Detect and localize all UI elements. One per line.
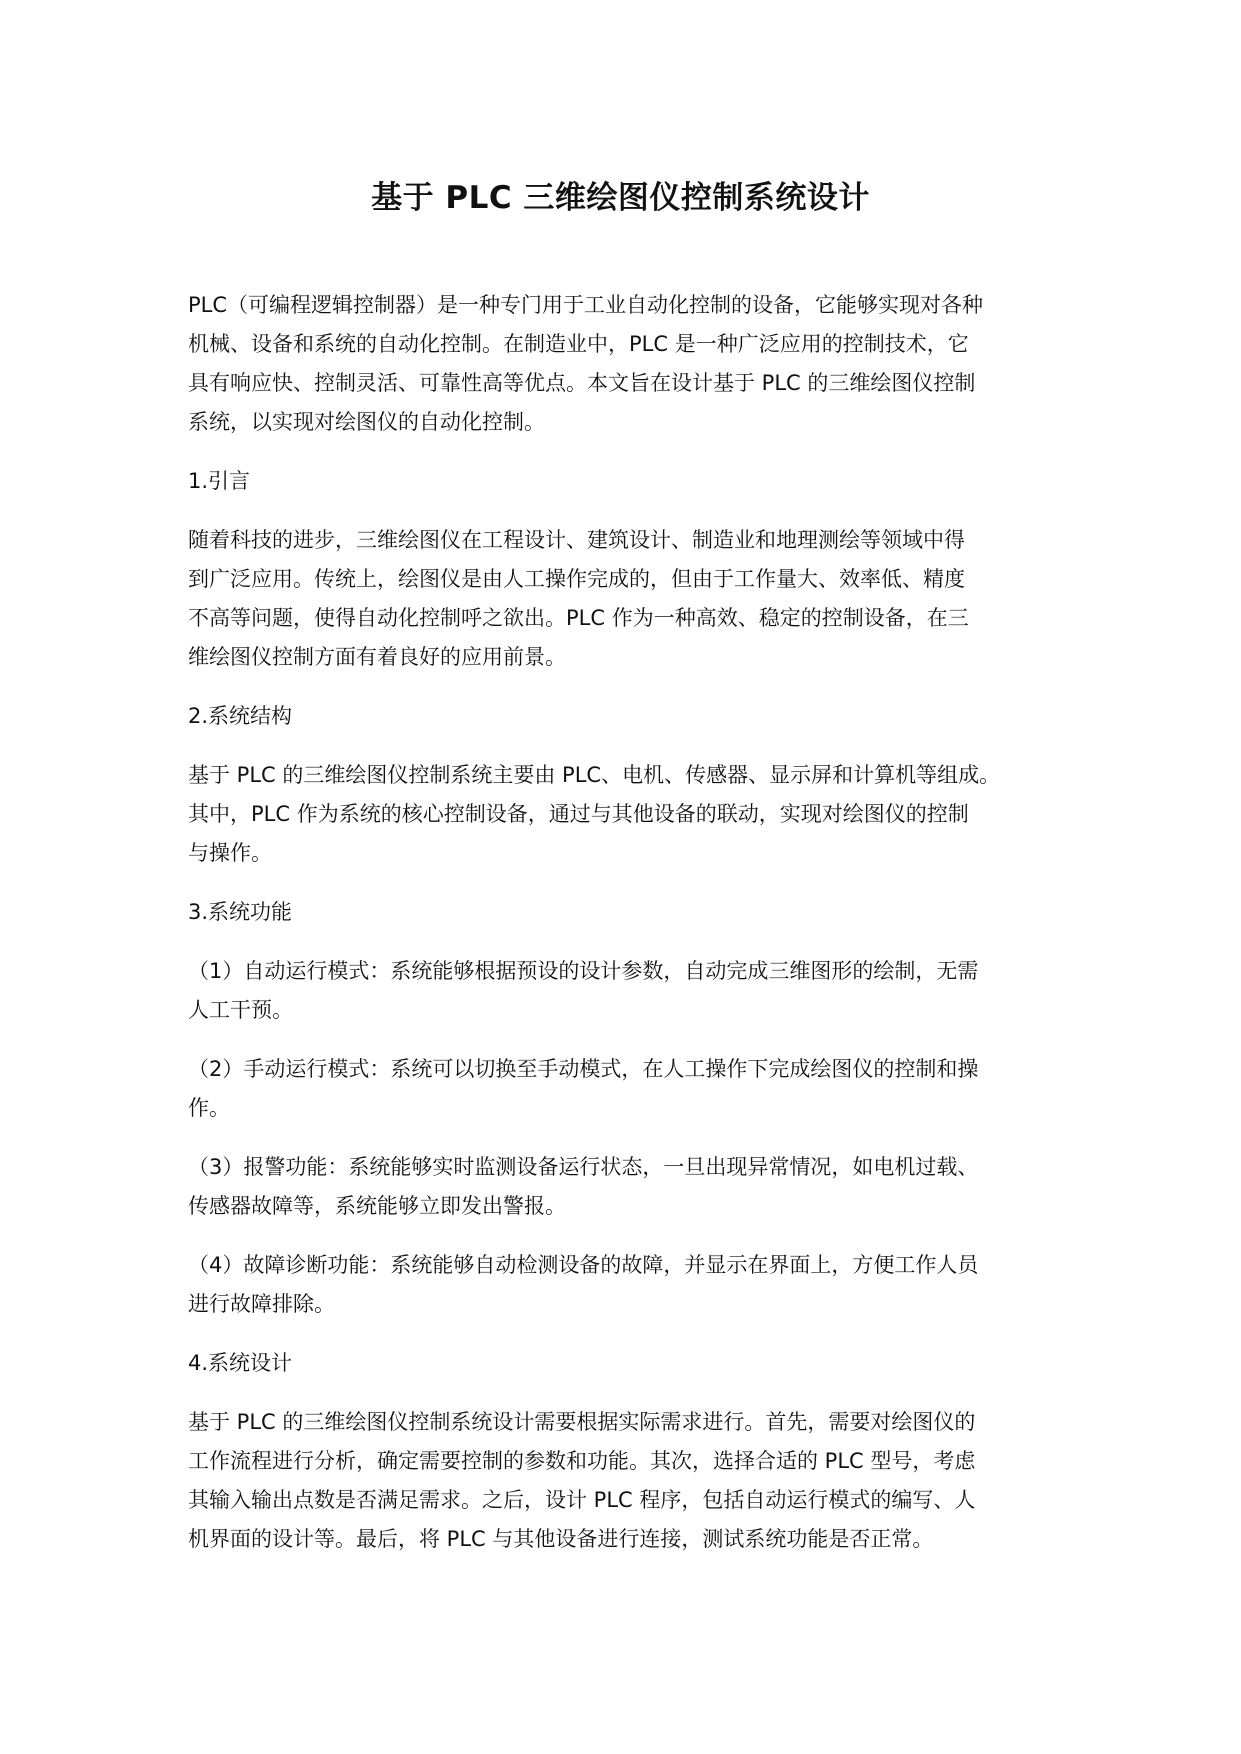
- section-heading: 2.系统结构: [188, 704, 293, 728]
- text-line: 系统，以实现对绘图仪的自动化控制。: [188, 410, 545, 434]
- text-line: 机界面的设计等。最后，将 PLC 与其他设备进行连接，测试系统功能是否正常。: [188, 1527, 934, 1551]
- text-line: PLC（可编程逻辑控制器）是一种专门用于工业自动化控制的设备，它能够实现对各种: [188, 293, 984, 317]
- text-line: 到广泛应用。传统上，绘图仪是由人工操作完成的，但由于工作量大、效率低、精度: [188, 567, 965, 591]
- document-title: 基于 PLC 三维绘图仪控制系统设计: [371, 180, 870, 216]
- text-line: 其输入输出点数是否满足需求。之后，设计 PLC 程序，包括自动运行模式的编写、人: [188, 1488, 976, 1512]
- text-line: 基于 PLC 的三维绘图仪控制系统设计需要根据实际需求进行。首先，需要对绘图仪的: [188, 1410, 976, 1434]
- text-line: 机械、设备和系统的自动化控制。在制造业中，PLC 是一种广泛应用的控制技术，它: [188, 332, 969, 356]
- text-line: 传感器故障等，系统能够立即发出警报。: [188, 1194, 566, 1218]
- text-line: 与操作。: [188, 841, 272, 865]
- section-heading: 1.引言: [188, 469, 251, 493]
- text-line: 维绘图仪控制方面有着良好的应用前景。: [188, 645, 566, 669]
- function-item: [188, 1246, 1068, 1324]
- text-line: 进行故障排除。: [188, 1292, 335, 1316]
- text-line: 不高等问题，使得自动化控制呼之欲出。PLC 作为一种高效、稳定的控制设备，在三: [188, 606, 969, 630]
- section-paragraph: [188, 521, 1068, 677]
- function-item: [188, 1050, 1068, 1128]
- section-paragraph: [188, 1403, 1068, 1559]
- text-line: （1）自动运行模式：系统能够根据预设的设计参数，自动完成三维图形的绘制，无需: [188, 959, 979, 983]
- text-line: 工作流程进行分析，确定需要控制的参数和功能。其次，选择合适的 PLC 型号，考虑: [188, 1449, 976, 1473]
- document-body: [188, 286, 1068, 1579]
- section-heading: 3.系统功能: [188, 900, 293, 924]
- text-line: （4）故障诊断功能：系统能够自动检测设备的故障，并显示在界面上，方便工作人员: [188, 1253, 979, 1277]
- text-line: 作。: [188, 1096, 230, 1120]
- text-line: 人工干预。: [188, 998, 293, 1022]
- section-paragraph: [188, 756, 1068, 873]
- text-line: 具有响应快、控制灵活、可靠性高等优点。本文旨在设计基于 PLC 的三维绘图仪控制: [188, 371, 976, 395]
- section-heading: 4.系统设计: [188, 1351, 293, 1375]
- text-line: 基于 PLC 的三维绘图仪控制系统主要由 PLC、电机、传感器、显示屏和计算机等组成。: [188, 763, 1001, 787]
- text-line: 其中，PLC 作为系统的核心控制设备，通过与其他设备的联动，实现对绘图仪的控制: [188, 802, 969, 826]
- intro-paragraph: [188, 286, 1068, 442]
- function-item: [188, 1148, 1068, 1226]
- text-line: （3）报警功能：系统能够实时监测设备运行状态，一旦出现异常情况，如电机过载、: [188, 1155, 979, 1179]
- text-line: 随着科技的进步，三维绘图仪在工程设计、建筑设计、制造业和地理测绘等领域中得: [188, 528, 965, 552]
- text-line: （2）手动运行模式：系统可以切换至手动模式，在人工操作下完成绘图仪的控制和操: [188, 1057, 979, 1081]
- function-item: [188, 952, 1068, 1030]
